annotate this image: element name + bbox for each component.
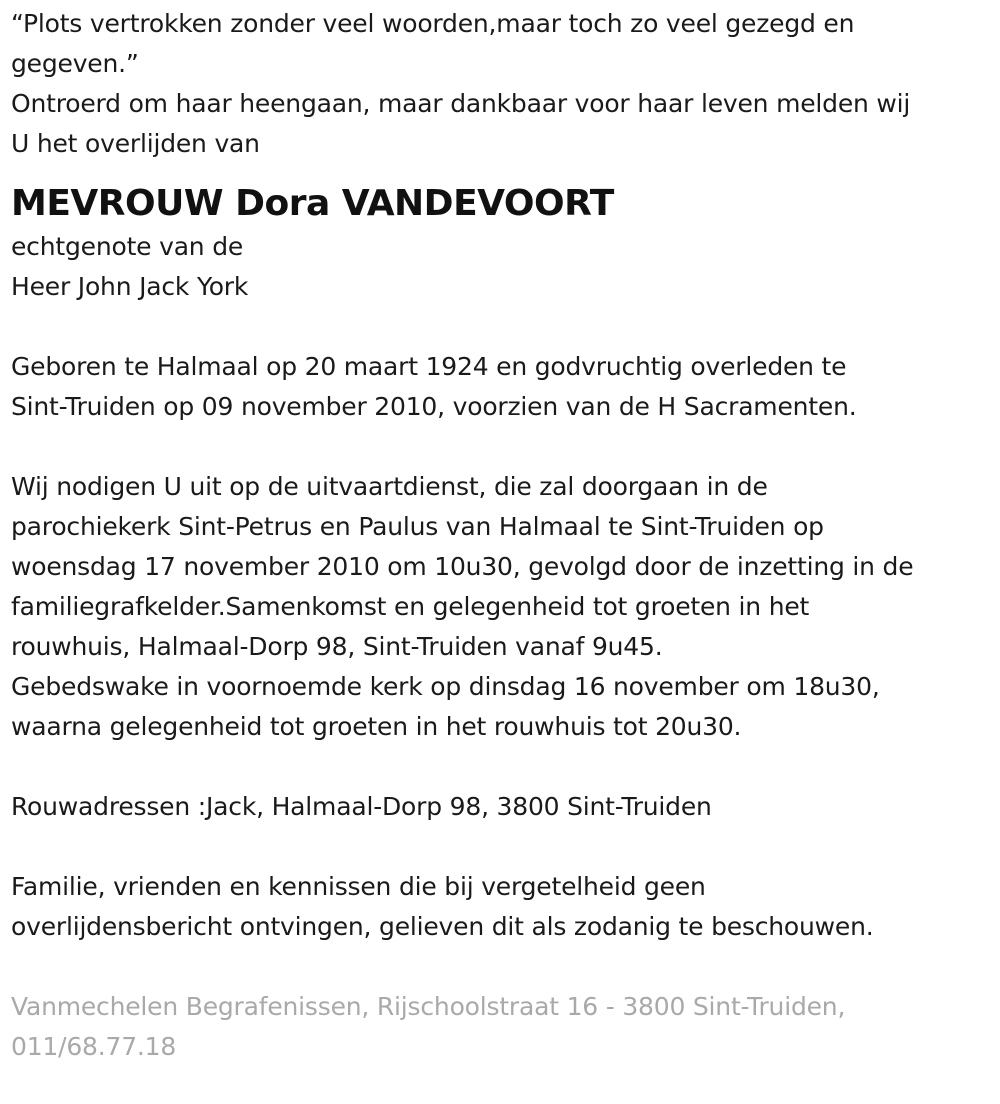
relation-line: Heer John Jack York (11, 272, 249, 301)
birth-death-line: Geboren te Halmaal op 20 maart 1924 en godvruchtig overleden te (11, 352, 847, 381)
funeral-line: waarna gelegenheid tot groeten in het rouwhuis tot 20u30. (11, 712, 742, 741)
intro-line: gegeven.” (11, 49, 139, 78)
spacer (11, 947, 996, 987)
funeral-line: Wij nodigen U uit op de uitvaartdienst, die zal doorgaan in de (11, 472, 768, 501)
footer-line: 011/68.77.18 (11, 1032, 177, 1061)
funeral-line: woensdag 17 november 2010 om 10u30, gevolgd door de inzetting in de (11, 552, 914, 581)
funeral-line: parochiekerk Sint-Petrus en Paulus van Halmaal te Sint-Truiden op (11, 512, 824, 541)
deceased-name-block (11, 169, 996, 227)
spacer (11, 169, 996, 181)
intro-line: U het overlijden van (11, 129, 260, 158)
deceased-name: MEVROUW Dora VANDEVOORT (11, 183, 614, 224)
intro-line: Ontroerd om haar heengaan, maar dankbaar voor haar leven melden wij (11, 89, 911, 118)
spacer (11, 427, 996, 467)
footer-line: Vanmechelen Begrafenissen, Rijschoolstraat 16 - 3800 Sint-Truiden, (11, 992, 846, 1021)
funeral-home-footer (11, 987, 996, 1067)
funeral-line: rouwhuis, Halmaal-Dorp 98, Sint-Truiden vanaf 9u45. (11, 632, 663, 661)
funeral-line: Gebedswake in voornoemde kerk op dinsdag 16 november om 18u30, (11, 672, 880, 701)
funeral-line: familiegrafkelder.Samenkomst en gelegenheid tot groeten in het (11, 592, 810, 621)
spacer (11, 827, 996, 867)
notice-line: overlijdensbericht ontvingen, gelieven dit als zodanig te beschouwen. (11, 912, 874, 941)
relation-paragraph (11, 227, 996, 307)
funeral-paragraph (11, 467, 996, 747)
death-notice (11, 4, 996, 1067)
relation-line: echtgenote van de (11, 232, 244, 261)
spacer (11, 307, 996, 347)
notice-paragraph (11, 867, 996, 947)
address-paragraph (11, 787, 996, 827)
address-line: Rouwadressen :Jack, Halmaal-Dorp 98, 3800 Sint-Truiden (11, 792, 712, 821)
birth-death-line: Sint-Truiden op 09 november 2010, voorzien van de H Sacramenten. (11, 392, 857, 421)
notice-line: Familie, vrienden en kennissen die bij vergetelheid geen (11, 872, 706, 901)
intro-paragraph (11, 4, 996, 164)
birth-death-paragraph (11, 347, 996, 427)
intro-line: “Plots vertrokken zonder veel woorden,maar toch zo veel gezegd en (11, 9, 855, 38)
spacer (11, 747, 996, 787)
